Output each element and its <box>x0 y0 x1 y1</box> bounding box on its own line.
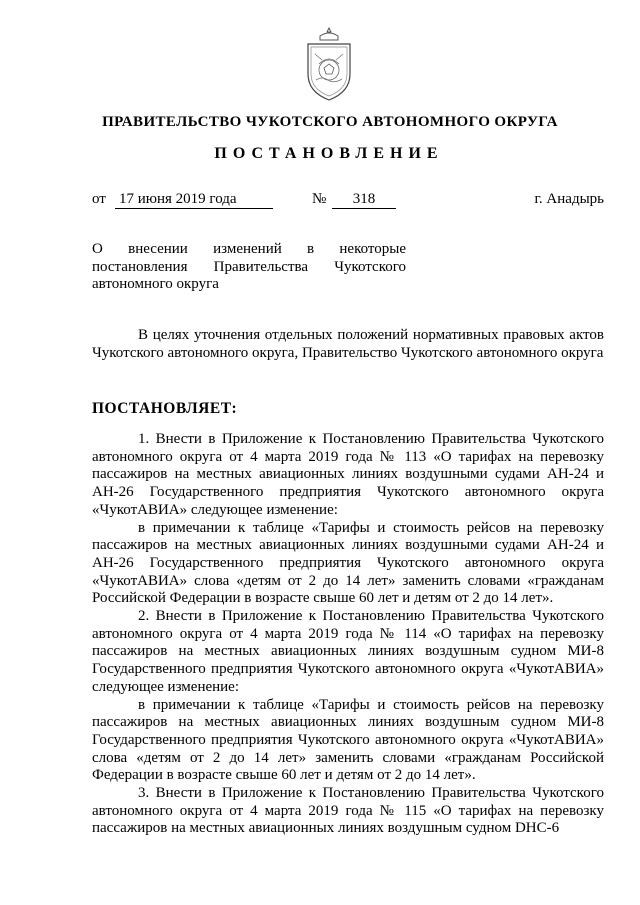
paragraph: в примечании к таблице «Тарифы и стоимость рейсов на перевозку пассажиров на местных авиационных линиях воздушным судном МИ-8 Государственного предприятия Чукотского автономного округа «ЧукотАВИА» слова «детям от 2 до 14 лет» заменить словами «гражданам Российской Федерации в возрасте свыше 60 лет и детям от 2 до 14 лет». <box>92 696 604 784</box>
government-name: ПРАВИТЕЛЬСТВО ЧУКОТСКОГО АВТОНОМНОГО ОКРУГА <box>102 114 558 130</box>
paragraph: 1. Внести в Приложение к Постановлению Правительства Чукотского автономного округа от 4 марта 2019 года № 113 «О тарифах на перевозку пассажиров на местных авиационных линиях воздушными судами АН-24 и АН-26 Государственного предприятия Чукотского автономного округа «ЧукотАВИА» следующее изменение: <box>92 431 604 518</box>
coat-of-arms-icon <box>298 24 360 104</box>
paragraph: 3. Внести в Приложение к Постановлению Правительства Чукотского автономного округа от 4 марта 2019 года № 115 «О тарифах на перевозку пассажиров на местных авиационных линиях воздушным судном DHC-6 <box>92 785 604 837</box>
decree-heading: ПОСТАНОВЛЯЕТ: <box>92 400 238 417</box>
number-label: № <box>312 191 327 207</box>
document-number: 318 <box>352 191 376 207</box>
decree-items <box>92 431 604 838</box>
preamble-text: В целях уточнения отдельных положений нормативных правовых актов Чукотского автономного округа, Правительство Чукотского автономного округа <box>92 327 604 361</box>
number-field <box>332 191 396 209</box>
paragraph: в примечании к таблице «Тарифы и стоимость рейсов на перевозку пассажиров на местных авиационных линиях воздушными судами АН-24 и АН-26 Государственного предприятия Чукотского автономного округа «ЧукотАВИА» слова «детям от 2 до 14 лет» заменить словами «гражданам Российской Федерации в возрасте свыше 60 лет и детям от 2 до 14 лет». <box>92 519 604 607</box>
subject-line: О внесении изменений в некоторые <box>92 241 406 257</box>
date-field <box>115 191 273 209</box>
document-date: 17 июня 2019 года <box>119 191 237 207</box>
document-meta <box>92 191 604 211</box>
city: г. Анадырь <box>534 191 604 207</box>
document-type: ПОСТАНОВЛЕНИЕ <box>214 145 444 162</box>
date-prefix: от <box>92 191 106 207</box>
paragraph: 2. Внести в Приложение к Постановлению Правительства Чукотского автономного округа от 4 марта 2019 года № 114 «О тарифах на перевозку пассажиров на местных авиационных линиях воздушным судном МИ-8 Государственного предприятия Чукотского автономного округа «ЧукотАВИА» следующее изменение: <box>92 608 604 695</box>
subject-line: постановления Правительства Чукотского <box>92 258 406 275</box>
document-subject <box>92 241 406 294</box>
subject-line: автономного округа <box>92 276 219 292</box>
preamble <box>92 327 604 362</box>
